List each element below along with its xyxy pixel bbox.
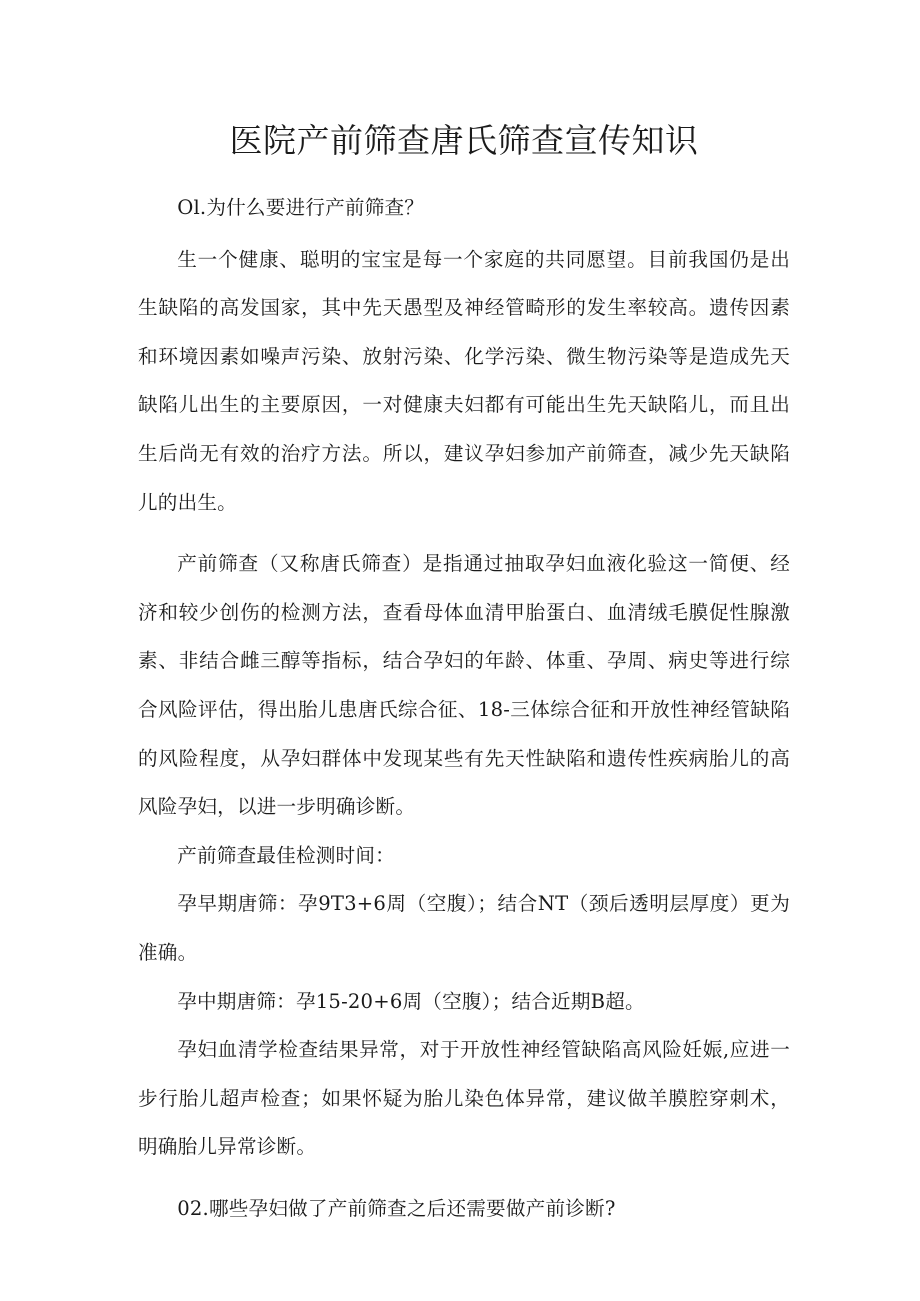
paragraph-abnormal-results: 孕妇血清学检查结果异常，对于开放性神经管缺陷高风险妊娠,应进一步行胎儿超声检查；如果怀疑为胎儿染色体异常，建议做羊膜腔穿刺术，明确胎儿异常诊断。 [138, 1038, 790, 1159]
paragraph-early-screening: 孕早期唐筛：孕9T3+6周（空腹）；结合NT（颈后透明层厚度）更为准确。 [138, 892, 790, 964]
paragraph-birth-defects: 生一个健康、聪明的宝宝是每一个家庭的共同愿望。目前我国仍是出生缺陷的高发国家，其中先天愚型及神经管畸形的发生率较高。遗传因素和环境因素如噪声污染、放射污染、化学污染、微生物污染等是造成先天缺陷儿出生的主要原因，一对健康夫妇都有可能出生先天缺陷儿，而且出生后尚无有效的治疗方法。所以，建议孕妇参加产前筛查，减少先天缺陷儿的出生。 [138, 247, 790, 514]
paragraph-best-time-heading: 产前筛查最佳检测时间： [177, 843, 395, 867]
paragraph-screening-definition: 产前筛查（又称唐氏筛查）是指通过抽取孕妇血液化验这一简便、经济和较少创伤的检测方法，查看母体血清甲胎蛋白、血清绒毛膜促性腺激素、非结合雌三醇等指标，结合孕妇的年龄、体重、孕周、病史等进行综合风险评估，得出胎儿患唐氏综合征、18-三体综合征和开放性神经管缺陷的风险程度，从孕妇群体中发现某些有先天性缺陷和遗传性疾病胎儿的高风险孕妇，以进一步明确诊断。 [138, 552, 790, 819]
question-1-heading: Ol.为什么要进行产前筛查？ [177, 196, 425, 219]
document-page [138, 112, 790, 1233]
paragraph-mid-screening: 孕中期唐筛：孕15-20+6周（空腹）；结合近期B超。 [177, 989, 645, 1013]
document-title: 医院产前筛查唐氏筛查宣传知识 [229, 121, 699, 160]
question-2-heading: 02.哪些孕妇做了产前筛查之后还需要做产前诊断? [177, 1196, 616, 1220]
